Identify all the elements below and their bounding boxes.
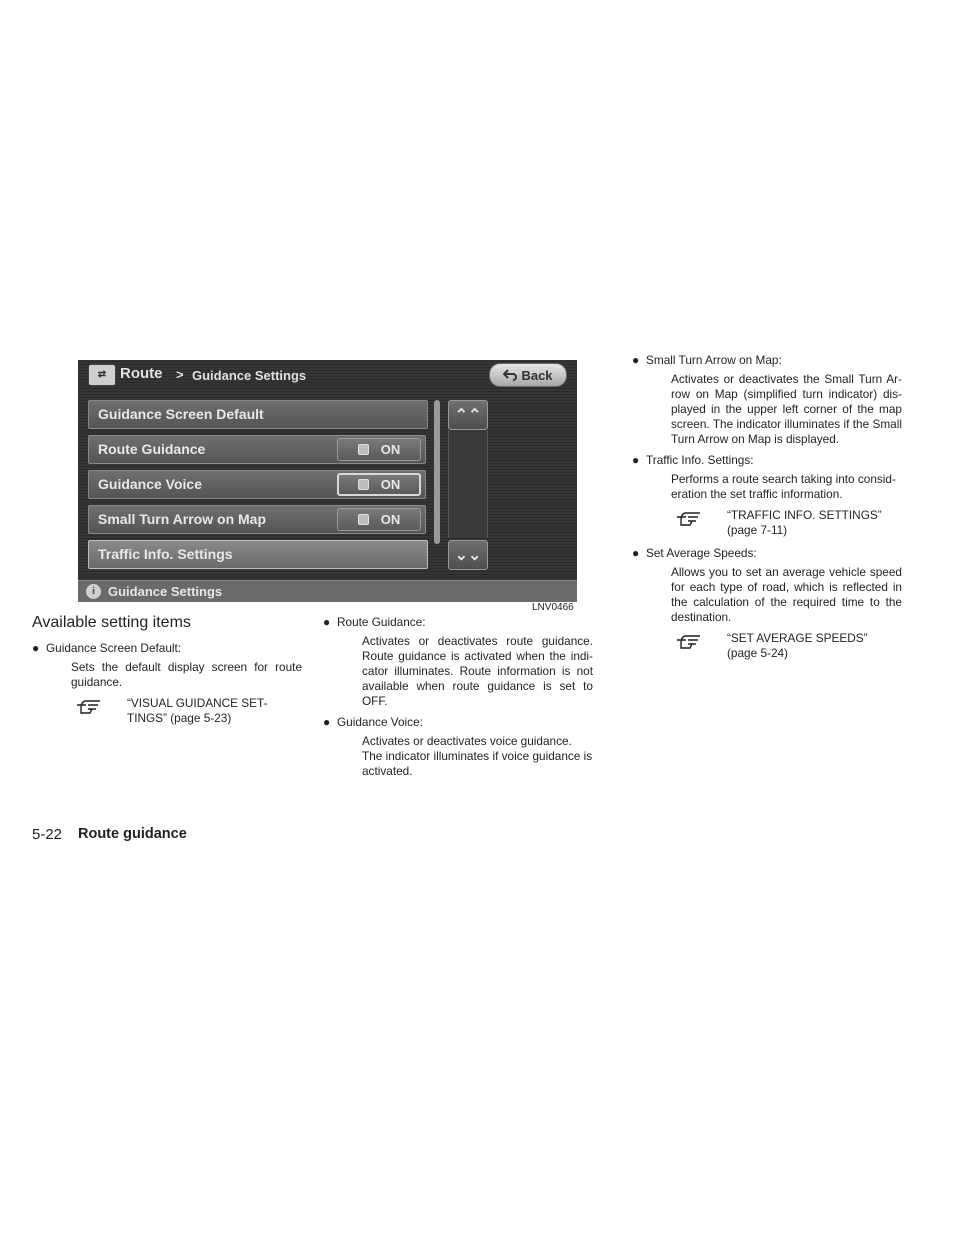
info-icon: i bbox=[86, 584, 101, 599]
navigation-screen-figure bbox=[78, 360, 577, 602]
item-description: Allows you to set an average vehicle speed for each type of road, which is reflected in the calculation of the required time to the destination. bbox=[671, 565, 902, 624]
list-item bbox=[632, 353, 902, 368]
scroll-up-button[interactable] bbox=[448, 400, 488, 430]
back-label: Back bbox=[521, 367, 553, 383]
indicator-light-icon bbox=[358, 479, 369, 490]
reference-line-1: “VISUAL GUIDANCE SET- bbox=[127, 696, 268, 710]
breadcrumb-page: Guidance Settings bbox=[192, 368, 307, 383]
section-heading: Available setting items bbox=[32, 614, 191, 631]
bullet-icon: ● bbox=[632, 453, 640, 467]
scrollbar[interactable] bbox=[434, 400, 440, 544]
route-icon[interactable]: ⇄ bbox=[88, 364, 116, 386]
reference-line-2: (page 7-11) bbox=[727, 523, 788, 537]
item-title: Guidance Voice: bbox=[337, 715, 423, 729]
list-item bbox=[323, 715, 593, 730]
back-button[interactable] bbox=[489, 363, 567, 387]
screen-header bbox=[78, 360, 577, 390]
pointing-hand-icon bbox=[676, 508, 702, 526]
bullet-icon: ● bbox=[323, 615, 331, 629]
item-title: Set Average Speeds: bbox=[646, 546, 757, 560]
column-2 bbox=[323, 615, 593, 785]
double-chevron-up-icon: ⌃⌃ bbox=[454, 407, 482, 424]
indicator-light-icon bbox=[358, 514, 369, 525]
section-title: Route guidance bbox=[78, 826, 187, 842]
small-turn-arrow-toggle[interactable] bbox=[337, 508, 421, 531]
status-text: Guidance Settings bbox=[108, 584, 223, 599]
pointing-hand-icon bbox=[676, 631, 702, 649]
back-arrow-icon bbox=[503, 369, 517, 381]
menu-item-route-guidance[interactable] bbox=[88, 435, 426, 464]
toggle-label: ON bbox=[380, 477, 401, 492]
item-description: Activates or deactivates voice guidance. The indicator illuminates if voice guidance is activated. bbox=[362, 734, 593, 778]
list-item bbox=[323, 615, 593, 630]
menu-item-label: Guidance Screen Default bbox=[98, 406, 264, 422]
item-title: Route Guidance: bbox=[337, 615, 426, 629]
item-description: Activates or deactivates the Small Turn Ar-row on Map (simplified turn indicator) dis-played in the upper left corner of the map screen. The indicator illuminates if the Small Turn Arrow on Map is displayed. bbox=[671, 372, 902, 446]
bullet-icon: ● bbox=[32, 641, 40, 655]
item-title: Traffic Info. Settings: bbox=[646, 453, 754, 467]
reference-line-2: TINGS” (page 5-23) bbox=[127, 711, 232, 725]
menu-item-traffic-info-settings[interactable] bbox=[88, 540, 428, 569]
list-item bbox=[632, 453, 902, 468]
page-reference bbox=[632, 631, 902, 661]
guidance-voice-toggle[interactable] bbox=[337, 473, 421, 496]
figure-id: LNV0466 bbox=[532, 602, 574, 613]
item-description: Sets the default display screen for route guidance. bbox=[71, 660, 302, 689]
reference-line-1: “TRAFFIC INFO. SETTINGS” bbox=[727, 508, 882, 522]
scroll-down-button[interactable] bbox=[448, 540, 488, 570]
item-description: Activates or deactivates route guidance. Route guidance is activated when the indi-cator illuminates. Route information is not available when route guidance is set to OFF. bbox=[362, 634, 593, 708]
menu-item-guidance-screen-default[interactable] bbox=[88, 400, 428, 429]
menu-item-small-turn-arrow[interactable] bbox=[88, 505, 426, 534]
list-item bbox=[632, 546, 902, 561]
indicator-light-icon bbox=[358, 444, 369, 455]
menu-item-label: Small Turn Arrow on Map bbox=[98, 511, 267, 527]
column-1 bbox=[32, 641, 302, 734]
column-3 bbox=[632, 353, 902, 669]
status-bar bbox=[78, 580, 577, 602]
scroll-track[interactable] bbox=[448, 430, 488, 538]
menu-item-label: Traffic Info. Settings bbox=[98, 546, 233, 562]
double-chevron-down-icon: ⌄⌄ bbox=[454, 547, 482, 564]
route-guidance-toggle[interactable] bbox=[337, 438, 421, 461]
reference-line-2: (page 5-24) bbox=[727, 646, 788, 660]
breadcrumb-route: Route bbox=[120, 365, 163, 382]
menu-item-guidance-voice[interactable] bbox=[88, 470, 426, 499]
bullet-icon: ● bbox=[632, 353, 640, 367]
item-description: Performs a route search taking into consid-eration the set traffic information. bbox=[671, 472, 896, 501]
bullet-icon: ● bbox=[632, 546, 640, 560]
toggle-label: ON bbox=[380, 442, 401, 457]
item-title: Small Turn Arrow on Map: bbox=[646, 353, 782, 367]
bullet-icon: ● bbox=[323, 715, 331, 729]
menu-item-label: Route Guidance bbox=[98, 441, 206, 457]
breadcrumb-separator: > bbox=[176, 367, 184, 382]
page-reference bbox=[632, 508, 902, 538]
page-number: 5-22 bbox=[32, 826, 63, 843]
page-reference bbox=[32, 696, 302, 726]
pointing-hand-icon bbox=[76, 696, 102, 714]
list-item bbox=[32, 641, 302, 656]
toggle-label: ON bbox=[380, 512, 401, 527]
item-title: Guidance Screen Default: bbox=[46, 641, 182, 655]
reference-line-1: “SET AVERAGE SPEEDS” bbox=[727, 631, 868, 645]
menu-item-label: Guidance Voice bbox=[98, 476, 202, 492]
